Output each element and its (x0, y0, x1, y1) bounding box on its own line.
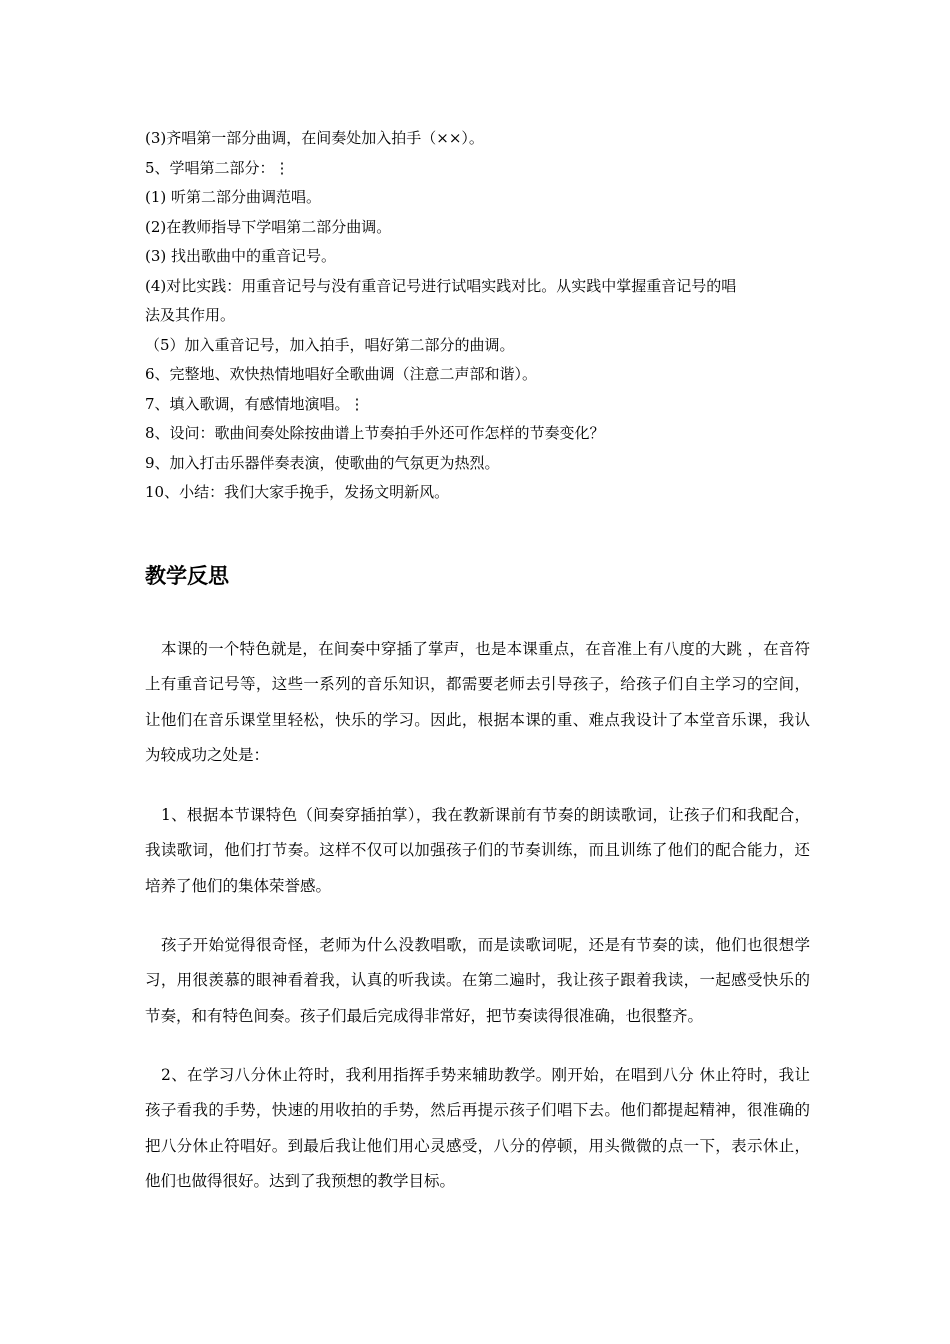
section-heading: 教学反思 (145, 564, 229, 588)
step-line: 法及其作用。 (145, 306, 236, 324)
reflection-paragraph: 2、在学习八分休止符时，我利用指挥手势来辅助教学。刚开始，在唱到八分 休止符时，我让孩子看我的手势，快速的用收拍的手势，然后再提示孩子们唱下去。他们都提起精神，很准确的把八分休止符唱好。到最后我让他们用心灵感受，八分的停顿，用头微微的点一下，表示休止，他们也做得很好。达到了我预想的教学目标。 (145, 1065, 810, 1190)
step-line: 10、小结：我们大家手挽手，发扬文明新风。 (145, 483, 450, 501)
reflection-paragraph: 1、根据本节课特色（间奏穿插拍掌），我在教新课前有节奏的朗读歌词，让孩子们和我配合，我读歌词，他们打节奏。这样不仅可以加强孩子们的节奏训练，而且训练了他们的配合能力，还培养了他们的集体荣誉感。 (145, 805, 810, 895)
step-line: 7、填入歌调，有感情地演唱。⋮ (145, 394, 365, 413)
lesson-steps-list (145, 124, 815, 508)
step-line: 8、设问：歌曲间奏处除按曲谱上节奏拍手外还可作怎样的节奏变化？ (145, 424, 605, 442)
step-line: 5、学唱第二部分：⋮ (145, 158, 290, 177)
step-line: (2)在教师指导下学唱第二部分曲调。 (145, 217, 392, 236)
step-line: (3) 找出歌曲中的重音记号。 (145, 247, 337, 265)
step-line: 6、完整地、欢快热情地唱好全歌曲调（注意二声部和谐）。 (145, 365, 538, 383)
step-line: (3)齐唱第一部分曲调，在间奏处加入拍手（××）。 (145, 129, 484, 147)
step-line: 9、加入打击乐器伴奏表演，使歌曲的气氛更为热烈。 (145, 453, 500, 472)
reflection-paragraph: 孩子开始觉得很奇怪，老师为什么没教唱歌，而是读歌词呢，还是有节奏的读，他们也很想学习，用很羡慕的眼神看着我，认真的听我读。在第二遍时，我让孩子跟着我读，一起感受快乐的节奏，和有特色间奏。孩子们最后完成得非常好，把节奏读得很准确，也很整齐。 (145, 935, 810, 1025)
step-line: (1) 听第二部分曲调范唱。 (145, 188, 322, 206)
reflection-paragraph: 本课的一个特色就是，在间奏中穿插了掌声，也是本课重点，在音准上有八度的大跳 ，在音符上有重音记号等，这些一系列的音乐知识，都需要老师去引导孩子，给孩子们自主学习的空间，让他们在音乐课堂里轻松，快乐的学习。因此，根据本课的重、难点我设计了本堂音乐课，我认为较成功之处是： (145, 639, 810, 764)
step-line: （5）加入重音记号，加入拍手，唱好第二部分的曲调。 (145, 335, 515, 354)
step-line: (4)对比实践：用重音记号与没有重音记号进行试唱实践对比。从实践中掌握重音记号的唱 (145, 276, 737, 295)
